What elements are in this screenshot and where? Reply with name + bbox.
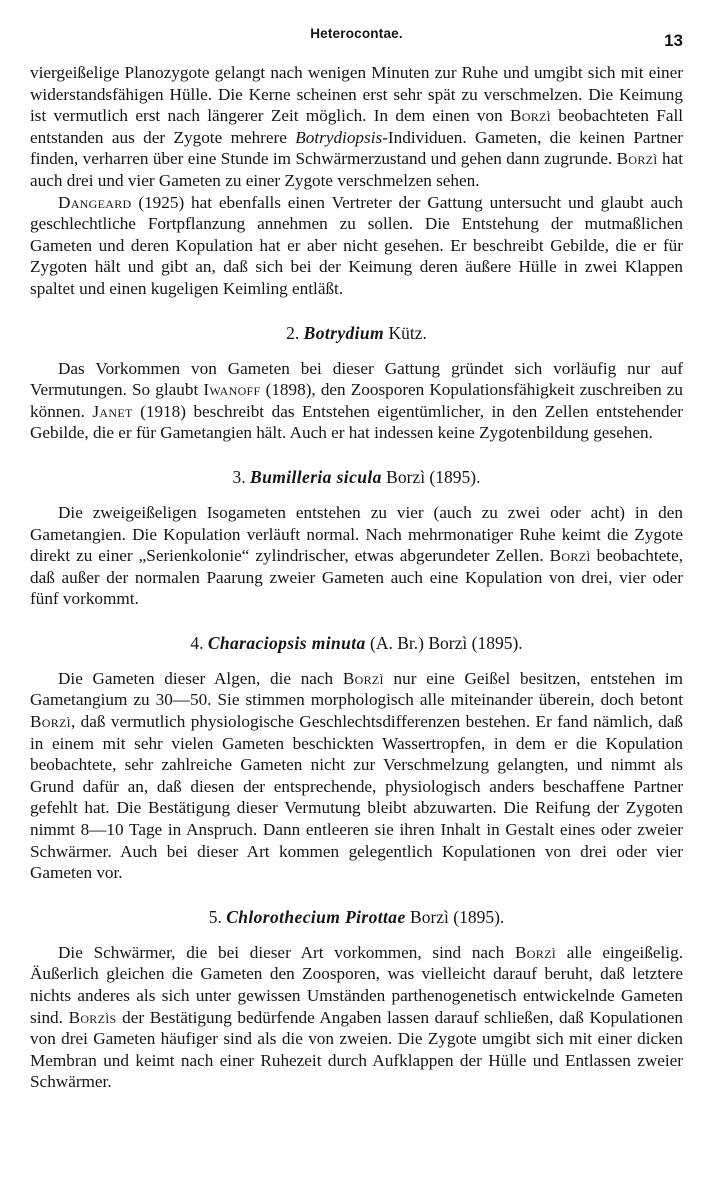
section-number: 4. [190,632,204,653]
text-run: -Individuen. Gameten, die keinen Partner finden, verharren über eine Stunde im Schwärmerzustand und gehen dann zugrunde. [30,127,683,169]
author-name: Janet [92,401,133,421]
genus-name: Bumilleria sicula [250,466,382,487]
section-paragraph-botrydium [30,358,683,444]
section-author: Borzì (1895). [410,906,505,927]
text-run: , daß vermutlich physiologische Geschlechtsdifferenzen bestehen. Er fand nämlich, daß in einem mit sehr vielen Gameten beschickten Wassertropfen, in dem er die Kopulation beobachtete, sehr zahlreiche Gameten nicht zur Verschmelzung gelangten, und nimmt als Grund dafür an, daß diesen der entsprechende, physiologisch anders beschaffene Partner gefehlt hat. Die Bestätigung dieser Vermutung bleibt abzuwarten. Die Reifung der Zygoten nimmt 8—10 Tage in Anspruch. Dann entleeren sie ihren Inhalt in Gestalt eines oder zweier Schwärmer. Auch bei dieser Art kommen gelegentlich Kopulationen von drei oder vier Gameten vor. [30,712,683,883]
section-heading-botrydium [30,322,683,344]
running-title: Heterocontae. [310,26,403,41]
text-run: beobachteten Fall entstanden aus der Zygote mehrere [30,106,683,147]
author-name: Borzì [342,668,384,688]
text-run: viergeißelige Planozygote gelangt nach wenigen Minuten zur Ruhe und umgibt sich mit einer widerstandsfähigen Hülle. Die Kerne scheinen erst sehr spät zu verschmelzen. Die Keimung ist vermutlich erst nach längerer Zeit möglich. In dem einen von [30,63,683,126]
section-heading-bumilleria [30,466,683,488]
section-paragraph-bumilleria [30,502,683,610]
author-name: Borzì [509,106,551,126]
author-name: Iwanoff [203,380,261,400]
author-name: Borzì [30,712,71,732]
section-paragraph-chlorothecium [30,942,683,1093]
section-number: 5. [208,906,222,927]
author-name: Borzì [549,546,591,566]
section-author: Kütz. [388,322,427,343]
author-name: Dangeard [58,192,132,212]
section-author: (A. Br.) Borzì (1895). [370,632,523,653]
text-run: (1918) beschreibt das Entstehen eigentümlicher, in den Zellen entstehender Gebilde, die er für Gametangien hält. Auch er hat indessen keine Zygotenbildung gesehen. [30,401,683,443]
text-run: beobachtete, daß außer der normalen Paarung zweier Gameten auch eine Kopulation von drei, vier oder fünf vorkommt. [30,546,683,609]
text-run: hat auch drei und vier Gameten zu einer Zygote verschmelzen sehen. [30,149,683,190]
author-name: Borzì [616,149,658,169]
intro-paragraph-2 [30,192,683,300]
text-run: Die Gameten dieser Algen, die nach [58,668,343,688]
running-header [30,0,683,62]
text-run: Das Vorkommen von Gameten bei dieser Gattung gründet sich vorläufig nur auf Vermutungen. So glaubt [30,358,683,400]
text-run: (1925) hat ebenfalls einen Vertreter der Gattung untersucht und glaubt auch geschlechtliche Fortpflanzung annehmen zu sollen. Die Entstehung der mutmaßlichen Gameten und deren Kopulation hat er aber nicht gesehen. Er beschreibt Gebilde, die er für Zygoten hält und gibt an, daß sich bei der Keimung deren äußere Hülle in zwei Klappen spaltet und einen kugeligen Keimling entläßt. [30,192,683,298]
genus-name: Botrydium [303,322,385,343]
page-number: 13 [664,31,683,50]
text-run: Die Schwärmer, die bei dieser Art vorkommen, sind nach [58,942,516,962]
text-run: nur eine Geißel besitzen, entstehen im Gametangium zu 30—50. Sie stimmen morphologisch alle miteinander überein, doch betont [30,668,684,710]
intro-paragraph-1 [30,62,683,192]
section-number: 3. [232,466,246,487]
book-page [30,0,683,1093]
section-heading-characiopsis [30,632,683,654]
section-paragraph-characiopsis [30,668,683,884]
text-run: alle eingeißelig. Äußerlich gleichen die Gameten den Zoosporen, was vielleicht darauf beruht, daß letztere nichts anderes als sich unter gewissen Umständen parthenogenetisch entwickelnde Gameten sind. [30,942,683,1027]
taxon-name: Botrydiopsis [295,127,383,147]
author-name: Borzìs [68,1007,117,1027]
section-author: Borzì (1895). [386,466,481,487]
author-name: Borzì [515,942,556,962]
text-run: (1898), den Zoosporen Kopulationsfähigkeit zuschreiben zu können. [30,380,683,421]
genus-name: Characiopsis minuta [207,632,366,653]
text-run: der Bestätigung bedürfende Angaben lassen darauf schließen, daß Kopulationen von drei Gameten häufiger sind als die von zweien. Die Zygote umgibt sich mit einer dicken Membran und keimt nach einer Ruhezeit durch Aufklappen der Hülle und Entlassen zweier Schwärmer. [30,1007,683,1092]
section-number: 2. [286,322,300,343]
section-heading-chlorothecium [30,906,683,928]
genus-name: Chlorothecium Pirottae [226,906,406,927]
text-run: Die zweigeißeligen Isogameten entstehen zu vier (auch zu zwei oder acht) in den Gametangien. Die Kopulation verläuft normal. Nach mehrmonatiger Ruhe keimt die Zygote direkt zu einer „Serienkolonie“ zylindrischer, etwas abgerundeter Zellen. [30,502,683,566]
